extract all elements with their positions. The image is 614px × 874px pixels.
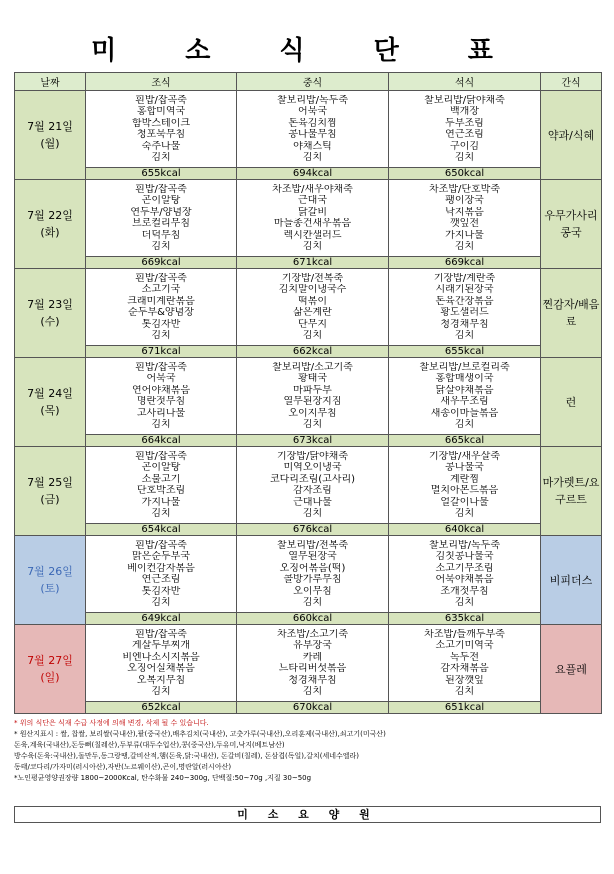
note-line: 방수육(돈육:국내산),돌만두,동그랑땡,갈비산적,햄(돈육,닭:국내산), 돈갈비(칠레), 돈삼겹(독일),갈치(세네수엘라)	[14, 752, 360, 760]
kcal-cell: 694kcal	[237, 168, 389, 180]
dish-item: 렉시칸샐러드	[283, 229, 342, 241]
dish-item: 게살두부찌개	[132, 640, 190, 651]
dinner-cell	[389, 625, 541, 702]
dish-item: 소고기국	[141, 284, 181, 295]
dish-item: 김치	[302, 241, 323, 252]
dish-item: 연근조림	[141, 574, 181, 585]
day-row	[15, 536, 602, 613]
dish-item: 찰보리밥/전복죽	[277, 539, 348, 551]
lunch-cell	[237, 180, 389, 257]
date-cell	[15, 447, 86, 536]
weekday-label: (토)	[40, 582, 60, 595]
dish-item: 삶은계란	[293, 307, 332, 318]
header-date: 날짜	[15, 73, 86, 91]
snack-cell: 우무가사리콩국	[541, 180, 602, 269]
dinner-cell	[389, 358, 541, 435]
dish-item: 연근조림	[445, 129, 484, 140]
lunch-cell	[237, 625, 389, 702]
kcal-cell: 669kcal	[86, 257, 237, 269]
dish-item: 김치	[454, 597, 475, 608]
dish-item: 마파두부	[293, 384, 332, 396]
weekday-label: (목)	[40, 404, 60, 417]
dish-item: 오징어볶음(떡)	[279, 562, 346, 574]
kcal-cell: 673kcal	[237, 435, 389, 447]
dish-item: 흰밥/잡곡죽	[135, 272, 187, 284]
snack-cell: 비피더스	[541, 536, 602, 625]
dish-item: 기장밥/계란죽	[433, 272, 496, 284]
dish-item: 함박스테이크	[132, 117, 190, 129]
dish-item: 소고기무조림	[435, 562, 494, 574]
dish-item: 홍합매생이국	[435, 373, 494, 384]
date-cell	[15, 269, 86, 358]
snack-cell: 런	[541, 358, 602, 447]
dish-item: 느타리버섯볶음	[278, 663, 347, 674]
note-line: 동태/코다리/가자미(러시아산),자반(노르웨이산),곤이,명란알(러시아산)	[14, 763, 232, 771]
dish-item: 멸치아몬드볶음	[430, 485, 499, 496]
page-title: 미 소 식 단 표	[91, 36, 523, 66]
dish-item: 찰보리밥/브로컬리죽	[419, 361, 510, 373]
date-label: 7월 24일	[27, 387, 73, 400]
dish-item: 가지나물	[141, 496, 181, 508]
date-label: 7월 25일	[27, 476, 73, 489]
date-label: 7월 22일	[27, 209, 73, 222]
dish-item: 새송이마늘볶음	[430, 407, 499, 419]
dish-item: 닭갈비	[298, 206, 327, 218]
dish-item: 팽이장국	[445, 195, 484, 206]
dish-item: 두부조림	[445, 117, 484, 129]
dish-item: 김치	[454, 241, 475, 252]
dish-item: 코다리조림(고사리)	[269, 473, 356, 485]
dish-item: 계란찜	[450, 473, 479, 485]
dish-item: 열무된장지짐	[283, 396, 342, 407]
dish-item: 찰보리밥/소고기죽	[272, 361, 353, 373]
dish-item: 김치	[302, 330, 323, 341]
snack-cell: 마가렛트/요구르트	[541, 447, 602, 536]
date-label: 7월 26일	[27, 565, 73, 578]
kcal-row	[15, 613, 602, 625]
dish-item: 차조밥/소고기죽	[277, 628, 348, 640]
dish-item: 야채스틱	[293, 140, 332, 152]
dish-item: 김치	[151, 330, 171, 341]
dish-item: 더덕무침	[141, 229, 181, 241]
note-line: *노인평균영양권장량 1800~2000Kcal, 탄수화물 240~300g, 단백질:50~70g ,지질 30~50g	[14, 774, 312, 782]
dish-item: 김치	[302, 508, 323, 519]
kcal-cell: 649kcal	[86, 613, 237, 625]
dish-item: 톳김자반	[141, 585, 181, 597]
note-line: 돈육,계육(국내산),돈등뼈(칠레산),두부류(대두수입산),콩(중국산),두유미,낙지(베트남산)	[14, 741, 285, 749]
dish-item: 마늘종건새우볶음	[273, 218, 352, 229]
kcal-cell: 670kcal	[237, 702, 389, 714]
note-line: * 위의 식단은 식재 수급 사정에 의해 변경, 삭제 될 수 있습니다.	[14, 719, 209, 727]
dish-item: 흰밥/잡곡죽	[135, 94, 187, 106]
day-row	[15, 358, 602, 435]
kcal-cell: 660kcal	[237, 613, 389, 625]
dish-item: 오이지무침	[288, 407, 337, 419]
header-row	[15, 73, 602, 91]
dinner-cell	[389, 447, 541, 524]
dish-item: 김치	[151, 508, 171, 519]
breakfast-cell	[86, 180, 237, 257]
dish-item: 감자조림	[293, 485, 332, 496]
dinner-cell	[389, 536, 541, 613]
breakfast-cell	[86, 447, 237, 524]
dish-item: 얼갈이나물	[440, 496, 489, 508]
dish-item: 새우무조림	[440, 396, 489, 407]
kcal-cell: 669kcal	[389, 257, 541, 269]
kcal-cell: 676kcal	[237, 524, 389, 536]
dish-item: 낙지볶음	[445, 206, 484, 218]
date-cell	[15, 180, 86, 269]
kcal-cell: 650kcal	[389, 168, 541, 180]
dish-item: 홍합미역국	[136, 106, 186, 117]
dish-item: 미역오이냉국	[283, 462, 342, 473]
kcal-cell: 664kcal	[86, 435, 237, 447]
date-cell	[15, 358, 86, 447]
dish-item: 맑은순두부국	[132, 551, 190, 562]
dish-item: 찰보리밥/닭야채죽	[424, 94, 505, 106]
dish-item: 찰보리밥/녹두죽	[429, 539, 500, 551]
date-cell	[15, 536, 86, 625]
kcal-cell: 655kcal	[86, 168, 237, 180]
kcal-cell: 654kcal	[86, 524, 237, 536]
dish-item: 기장밥/새우살죽	[429, 450, 500, 462]
dish-item: 베이컨감자볶음	[127, 562, 195, 574]
dish-item: 흰밥/잡곡죽	[135, 628, 187, 640]
dish-item: 열무된장국	[288, 551, 337, 562]
snack-cell: 요플레	[541, 625, 602, 714]
dish-item: 황태국	[298, 373, 327, 384]
dish-item: 근대국	[298, 195, 327, 206]
date-label: 7월 27일	[27, 654, 73, 667]
breakfast-cell	[86, 269, 237, 346]
lunch-cell	[237, 536, 389, 613]
dish-item: 어묵국	[298, 106, 327, 117]
kcal-row	[15, 257, 602, 269]
kcal-cell: 651kcal	[389, 702, 541, 714]
dish-item: 곤이알탕	[141, 195, 181, 206]
kcal-cell: 671kcal	[86, 346, 237, 358]
dish-item: 청포묵무침	[136, 129, 186, 140]
dish-item: 김치	[151, 241, 171, 252]
dish-item: 김치	[302, 686, 323, 697]
dish-item: 흰밥/잡곡죽	[135, 361, 187, 373]
snack-cell: 약과/식혜	[541, 91, 602, 180]
dish-item: 김치	[151, 686, 171, 697]
dish-item: 흰밥/잡곡죽	[135, 450, 187, 462]
dish-item: 김치	[151, 597, 171, 608]
dish-item: 청경채무침	[440, 318, 489, 330]
kcal-cell: 655kcal	[389, 346, 541, 358]
dish-item: 김치	[151, 152, 171, 163]
dish-item: 소불고기	[141, 473, 181, 485]
dish-item: 돈육김치찜	[288, 117, 337, 129]
dish-item: 돈육간장볶음	[435, 295, 494, 307]
dish-item: 감자채볶음	[440, 663, 489, 674]
dish-item: 단호박조림	[136, 485, 186, 496]
breakfast-cell	[86, 536, 237, 613]
dish-item: 청경채무침	[288, 674, 337, 686]
dish-item: 구이김	[450, 140, 479, 152]
lunch-cell	[237, 269, 389, 346]
dinner-cell	[389, 91, 541, 168]
day-row	[15, 91, 602, 168]
dish-item: 김치말이냉국수	[278, 284, 347, 295]
lunch-cell	[237, 447, 389, 524]
dish-item: 가지나물	[445, 229, 484, 241]
kcal-row	[15, 524, 602, 536]
weekday-label: (화)	[40, 226, 60, 239]
dish-item: 찰보리밥/녹두죽	[277, 94, 348, 106]
date-label: 7월 21일	[27, 120, 73, 133]
dish-item: 카레	[302, 651, 323, 663]
kcal-row	[15, 435, 602, 447]
dish-item: 시래기된장국	[435, 284, 494, 295]
dish-item: 기장밥/전복죽	[281, 272, 344, 284]
dish-item: 김치	[302, 597, 323, 608]
dish-item: 비엔나소시지볶음	[122, 651, 200, 663]
dish-item: 브로컬리무침	[132, 218, 190, 229]
dish-item: 녹두전	[450, 651, 479, 663]
dish-item: 단무지	[298, 318, 327, 330]
snack-cell: 찐감자/배음료	[541, 269, 602, 358]
dish-item: 조개젓무침	[440, 585, 489, 597]
kcal-cell: 635kcal	[389, 613, 541, 625]
kcal-cell: 652kcal	[86, 702, 237, 714]
dish-item: 닭살야채볶음	[435, 384, 494, 396]
kcal-cell: 640kcal	[389, 524, 541, 536]
dish-item: 깻잎전	[450, 218, 479, 229]
day-row	[15, 625, 602, 702]
weekday-label: (수)	[40, 315, 60, 328]
dish-item: 소고기미역국	[435, 640, 494, 651]
header-breakfast: 조식	[86, 73, 237, 91]
dish-item: 떡볶이	[298, 295, 327, 307]
dish-item: 김치	[454, 686, 475, 697]
date-cell	[15, 91, 86, 180]
kcal-cell: 671kcal	[237, 257, 389, 269]
dish-item: 콜방가루무침	[283, 574, 342, 585]
facility-name: 미 소 요 양 원	[14, 806, 601, 823]
dish-item: 기장밥/닭야채죽	[277, 450, 348, 462]
dinner-cell	[389, 269, 541, 346]
menu-table	[14, 72, 602, 714]
breakfast-cell	[86, 91, 237, 168]
dinner-cell	[389, 180, 541, 257]
dish-item: 흰밥/잡곡죽	[135, 183, 187, 195]
lunch-cell	[237, 91, 389, 168]
date-label: 7월 23일	[27, 298, 73, 311]
dish-item: 차조밥/들깨두부죽	[424, 628, 505, 640]
dish-item: 김치	[454, 330, 475, 341]
kcal-cell: 665kcal	[389, 435, 541, 447]
date-cell	[15, 625, 86, 714]
dish-item: 유부장국	[293, 640, 332, 651]
dish-item: 연두부/양념장	[130, 206, 192, 218]
dish-item: 김치	[302, 419, 323, 430]
dish-item: 김치	[454, 508, 475, 519]
dish-item: 흰밥/잡곡죽	[135, 539, 187, 551]
notes	[14, 718, 601, 784]
dish-item: 오징어실채볶음	[127, 663, 195, 674]
weekday-label: (월)	[40, 137, 60, 150]
dish-item: 숙주나물	[141, 140, 181, 152]
dish-item: 김칫콩나물국	[435, 551, 494, 562]
dish-item: 고사리나물	[136, 407, 186, 419]
kcal-row	[15, 168, 602, 180]
dish-item: 백개장	[450, 106, 479, 117]
dish-item: 차조밥/단호박죽	[429, 183, 500, 195]
dish-item: 김치	[151, 419, 171, 430]
breakfast-cell	[86, 358, 237, 435]
dish-item: 차조밥/새우야채죽	[272, 183, 353, 195]
note-line: * 원산지표시 : 쌀, 찹쌀, 보리쌀(국내산),팥(중국산),배추김치(국내산), 고춧가루(국내산),오리훈제(국내산),쇠고기(미국산)	[14, 730, 386, 738]
day-row	[15, 180, 602, 257]
lunch-cell	[237, 358, 389, 435]
dish-item: 김치	[454, 152, 475, 163]
dish-item: 콩나물국	[445, 462, 484, 473]
dish-item: 명란젓무침	[136, 396, 186, 407]
dish-item: 김치	[302, 152, 323, 163]
kcal-row	[15, 346, 602, 358]
day-row	[15, 447, 602, 524]
header-lunch: 중식	[237, 73, 389, 91]
dish-item: 김치	[454, 419, 475, 430]
dish-item: 오이무침	[293, 585, 332, 597]
dish-item: 어묵야채볶음	[435, 574, 494, 585]
dish-item: 황도샐러드	[440, 307, 489, 318]
weekday-label: (금)	[40, 493, 60, 506]
breakfast-cell	[86, 625, 237, 702]
dish-item: 곤이알탕	[141, 462, 181, 473]
dish-item: 근대나물	[293, 496, 332, 508]
kcal-cell: 662kcal	[237, 346, 389, 358]
header-dinner: 석식	[389, 73, 541, 91]
kcal-row	[15, 702, 602, 714]
weekday-label: (일)	[40, 671, 60, 684]
dish-item: 된장깻잎	[445, 674, 484, 686]
day-row	[15, 269, 602, 346]
dish-item: 오복지무침	[136, 674, 186, 686]
dish-item: 콩나물무침	[288, 129, 337, 140]
dish-item: 순두부&양념장	[128, 307, 194, 318]
header-snack: 간식	[541, 73, 602, 91]
dish-item: 크래미계란볶음	[127, 295, 195, 307]
dish-item: 연어야채볶음	[132, 384, 190, 396]
dish-item: 톳김자반	[141, 318, 181, 330]
dish-item: 어묵국	[146, 373, 176, 384]
